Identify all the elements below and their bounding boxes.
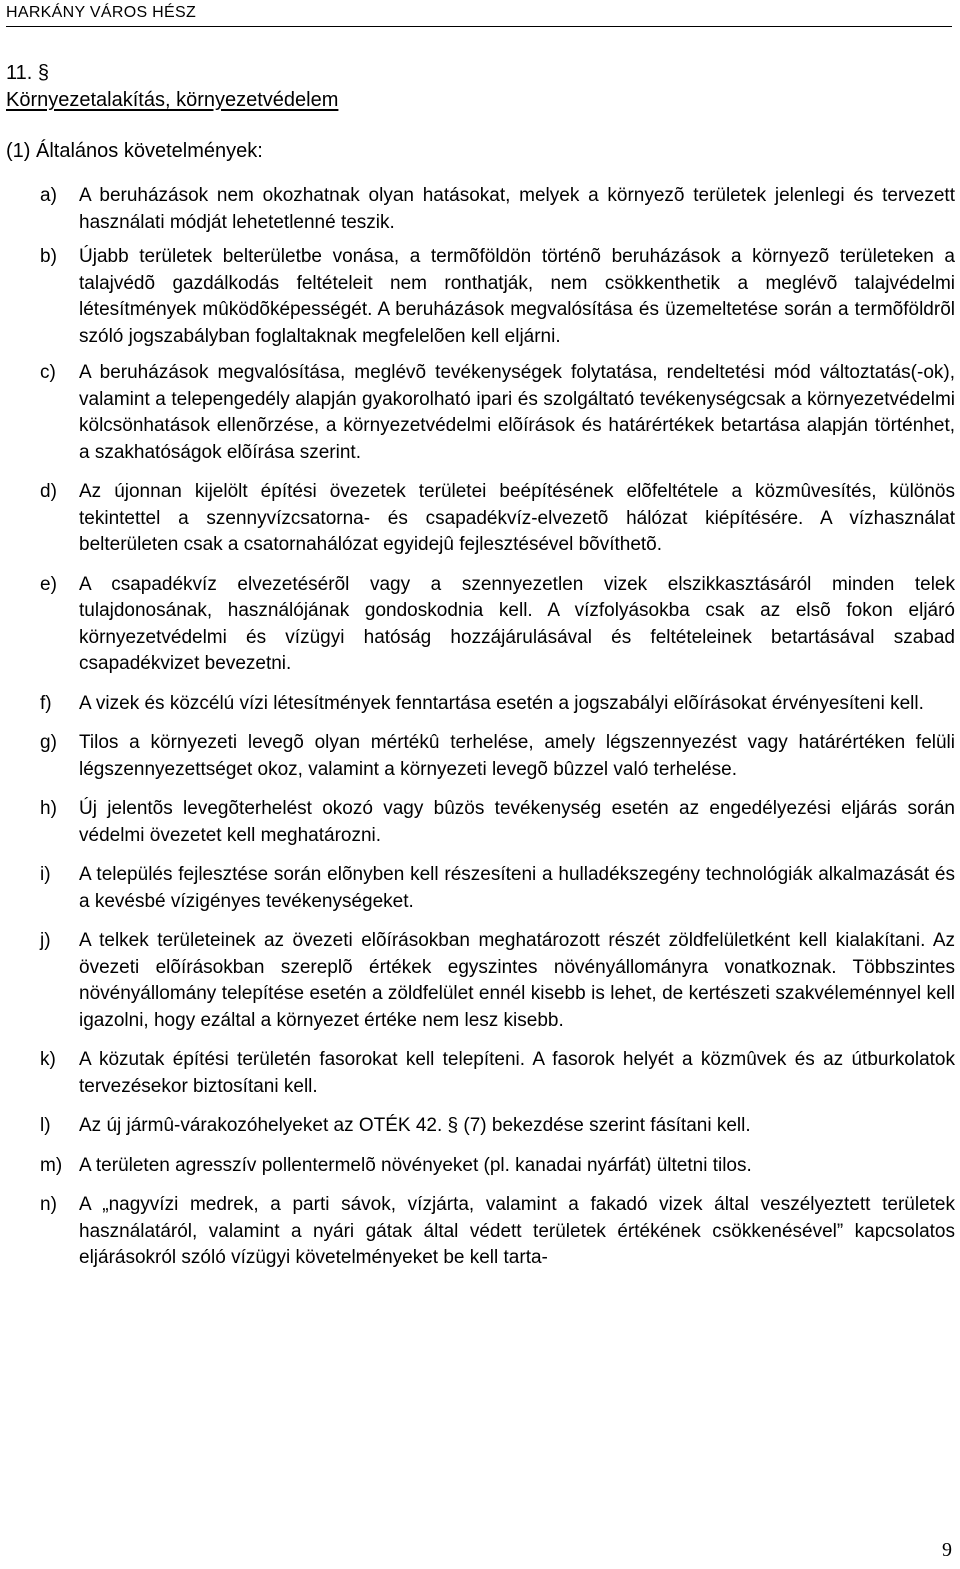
item-text: A területen agresszív pollentermelõ növényeket (pl. kanadai nyárfát) ültetni tilos. xyxy=(79,1154,752,1176)
section-number: 11. § xyxy=(6,62,49,84)
item-text: A település fejlesztése során elõnyben kell részesíteni a hulladékszegény technológiák alkalmazását és a kevésbé vízigényes tevékenységeket. xyxy=(79,864,955,912)
document-header: HARKÁNY VÁROS HÉSZ xyxy=(6,4,952,27)
item-label: a) xyxy=(40,185,57,206)
list-item-k xyxy=(0,1047,960,1100)
item-text: A közutak építési területén fasorokat kell telepíteni. A fasorok helyét a közmûvek és az útburkolatok tervezésekor biztosítani kell. xyxy=(79,1049,955,1097)
list-item-j xyxy=(0,928,960,1034)
list-item-f xyxy=(0,691,960,718)
section-title: Környezetalakítás, környezetvédelem xyxy=(6,89,339,111)
list-item-n xyxy=(0,1192,960,1272)
item-label: d) xyxy=(40,481,57,502)
page-number: 9 xyxy=(942,1539,952,1561)
item-text: A telkek területeinek az övezeti elõírásokban meghatározott részét zöldfelületként kell kialakítani. Az övezeti elõírásokban szereplõ értékek egyszintes növényállományra vonatkoznak. Többszintes növényállomány telepítése esetén a zöldfelület ennél kisebb is lehet, de kertészeti szakvéleménnyel kell igazolni, hogy ezáltal a környezet értéke nem lesz kisebb. xyxy=(79,930,955,1031)
item-label: b) xyxy=(40,246,57,267)
item-text: A beruházások nem okozhatnak olyan hatásokat, melyek a környezõ területek jelenlegi és tervezett használati módját lehetetlenné teszik. xyxy=(79,185,955,233)
list-item-g xyxy=(0,730,960,783)
list-item-m xyxy=(0,1153,960,1180)
item-label: g) xyxy=(40,732,57,753)
item-label: f) xyxy=(40,692,52,714)
list-item-e xyxy=(0,572,960,678)
list-item-l xyxy=(0,1113,960,1140)
item-label: n) xyxy=(40,1194,57,1215)
item-label: e) xyxy=(40,573,57,595)
item-text: A „nagyvízi medrek, a parti sávok, vízjárta, valamint a fakadó vizek által veszélyeztett területek használatáról, valamint a nyári gátak által védett területek értékének csökkenésével” kapcsolatos eljárásokról szóló vízügyi követelményeket be kell tarta- xyxy=(79,1194,955,1268)
list-item-a xyxy=(0,183,960,236)
item-text: Tilos a környezeti levegõ olyan mértékû terhelése, amely légszennyezést vagy határértéken felüli légszennyezettséget okoz, valamint a környezeti levegõ bûzzel való terhelése. xyxy=(79,732,955,780)
item-text: A csapadékvíz elvezetésérõl vagy a szennyezetlen vizek elszikkasztásáról minden telek tulajdonosának, használójának gondoskodnia kell. A vízfolyásokba csak az elsõ fokon eljáró környezetvédelmi és vízügyi hatóság hozzájárulásával és feltételeinek betartásával szabad csapadékvizet bevezetni. xyxy=(79,573,955,674)
list-item-d xyxy=(0,479,960,559)
item-label: l) xyxy=(40,1115,51,1136)
item-text: A beruházások megvalósítása, meglévõ tevékenységek folytatása, rendeltetési mód változtatás(-ok), valamint a telepengedély alapján gyakorolható ipari és szolgáltató tevékenységcsak a környezetvédelmi kölcsönhatások ellenõrzése, a környezetvédelmi elõírások és határértékek betartása alapján történhet, a szakhatóságok elõírása szerint. xyxy=(79,362,955,463)
list-item-h xyxy=(0,796,960,849)
requirements-list xyxy=(0,183,960,1272)
item-text: Új jelentõs levegõterhelést okozó vagy bûzös tevékenység esetén az engedélyezési eljárás során védelmi övezetet kell meghatározni. xyxy=(79,798,955,846)
item-label: m) xyxy=(40,1154,63,1176)
item-text: Az új jármû-várakozóhelyeket az OTÉK 42. § (7) bekezdése szerint fásítani kell. xyxy=(79,1115,751,1136)
item-text: Újabb területek belterületbe vonása, a termõföldön történõ beruházások a környezõ területeken a talajvédõ gazdálkodás feltételeit nem ronthatják, nem csökkenthetik a meglévõ talajvédelmi létesítmények mûködõképességét. A beruházások megvalósítása és üzemeltetése során a termõföldrõl szóló jogszabályban foglaltaknak megfelelõen kell eljárni. xyxy=(79,246,955,347)
item-label: j) xyxy=(40,930,51,951)
item-text: Az újonnan kijelölt építési övezetek területei beépítésének elõfeltétele a közmûvesítés, különös tekintettel a szennyvízcsatorna- és csapadékvíz-elvezetõ hálózat kiépítésére. A vízhasználat belterületen csak a csatornahálózat egyidejû fejlesztésével bõvíthetõ. xyxy=(79,481,955,555)
item-label: k) xyxy=(40,1049,56,1070)
section-intro: (1) Általános követelmények: xyxy=(6,140,263,162)
item-label: h) xyxy=(40,798,57,819)
item-text: A vizek és közcélú vízi létesítmények fenntartása esetén a jogszabályi elõírásokat érvényesíteni kell. xyxy=(79,692,924,714)
item-label: i) xyxy=(40,864,51,885)
item-label: c) xyxy=(40,362,56,383)
list-item-c xyxy=(0,360,960,466)
list-item-b xyxy=(0,244,960,350)
list-item-i xyxy=(0,862,960,915)
